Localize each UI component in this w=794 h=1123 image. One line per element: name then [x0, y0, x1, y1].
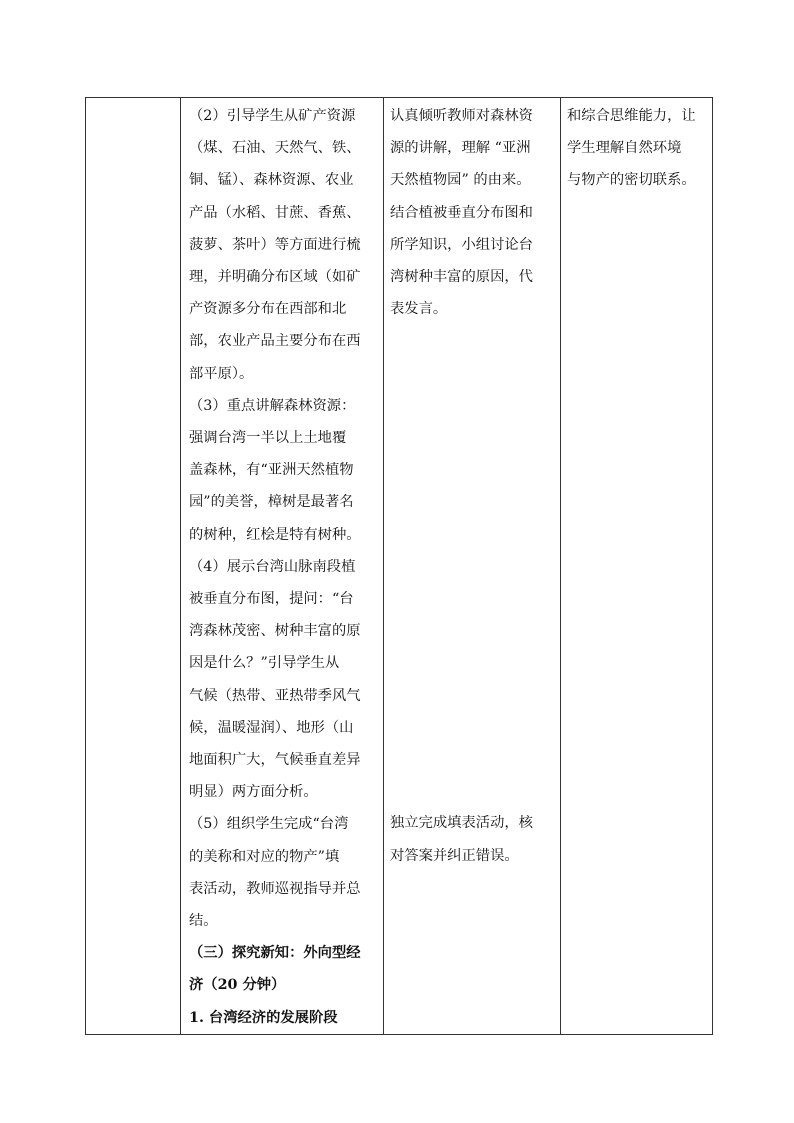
teacher-line: （3）重点讲解森林资源： — [189, 397, 356, 414]
student-line: 对答案并纠正错误。 — [390, 847, 519, 864]
teacher-line: （5）组织学生完成“台湾 — [189, 816, 349, 833]
teacher-line: 因是什么？”引导学生从 — [189, 655, 340, 672]
spacer — [390, 325, 560, 807]
intent-line: 学生理解自然环境 — [567, 140, 682, 157]
teacher-line: 部，农业产品主要分布在西 — [189, 333, 361, 350]
teacher-line: 产资源多分布在西部和北 — [189, 301, 347, 318]
teacher-line: （4）展示台湾山脉南段植 — [189, 558, 356, 575]
teacher-line: 部平原）。 — [189, 365, 254, 382]
teacher-line: 表活动，教师巡视指导并总 — [189, 880, 361, 897]
teacher-line: （2）引导学生从矿产资源 — [189, 108, 356, 124]
intent-line: 与物产的密切联系。 — [567, 172, 696, 189]
teacher-line: 湾森林茂密、树种丰富的原 — [189, 623, 361, 640]
student-line: 认真倾听教师对森林资 — [390, 108, 533, 124]
teacher-line: 菠萝、茶叶）等方面进行梳 — [189, 236, 361, 253]
teacher-line: 被垂直分布图，提问：“台 — [189, 591, 354, 608]
student-line: 湾树种丰富的原因，代 — [390, 269, 533, 286]
teacher-line: 理，并明确分布区域（如矿 — [189, 269, 361, 286]
teacher-line: 铜、锰）、森林资源、农业 — [189, 172, 354, 189]
teacher-line: 盖森林，有“亚洲天然植物 — [189, 462, 354, 479]
teacher-line: （煤、石油、天然气、铁、 — [189, 140, 361, 157]
design-intent-cell — [561, 98, 713, 1035]
teacher-line: 强调台湾一半以上土地覆 — [189, 430, 347, 447]
teacher-line: 结。 — [189, 913, 218, 930]
section-heading-line: （三）探究新知：外向型经 — [189, 945, 361, 962]
intent-line: 和综合思维能力，让 — [567, 108, 696, 124]
teacher-line: 产品（水稻、甘蔗、香蕉、 — [189, 204, 361, 221]
teacher-line: 气候（热带、亚热带季风气 — [189, 687, 361, 704]
student-line: 结合植被垂直分布图和 — [390, 204, 533, 221]
student-activity-cell — [384, 98, 561, 1035]
student-line: 独立完成填表活动，核 — [390, 815, 533, 832]
section-heading-line: 济（20 分钟） — [189, 977, 286, 994]
student-line: 天然植物园” 的由来。 — [390, 172, 531, 189]
teacher-line: 的美称和对应的物产”填 — [189, 848, 340, 865]
teacher-activity-cell — [181, 98, 384, 1035]
teacher-line: 候，温暖湿润）、地形（山 — [189, 719, 354, 736]
lesson-plan-table — [85, 97, 713, 1035]
teacher-line: 的树种，红桧是特有树种。 — [189, 526, 361, 543]
student-line: 表发言。 — [390, 301, 448, 318]
table-row — [86, 98, 713, 1035]
teacher-line: 园”的美誉，樟树是最著名 — [189, 494, 354, 511]
student-line: 所学知识，小组讨论台 — [390, 236, 533, 253]
stage-cell — [86, 98, 181, 1035]
teacher-line: 地面积广大，气候垂直差异 — [189, 752, 361, 769]
teacher-line: 明显）两方面分析。 — [189, 784, 318, 801]
student-line: 源的讲解，理解 “亚洲 — [390, 140, 531, 157]
subsection-heading: 1. 台湾经济的发展阶段 — [189, 1009, 338, 1026]
